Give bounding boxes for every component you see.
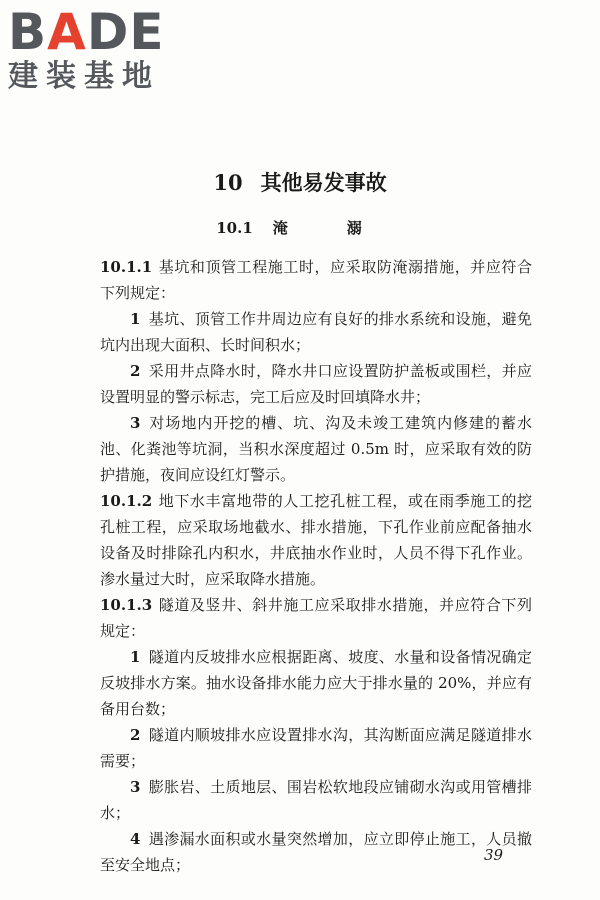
section-name: 淹 溺 bbox=[272, 219, 384, 237]
clause-list bbox=[100, 254, 532, 878]
chapter-title bbox=[0, 167, 600, 197]
item-2: 2 采用井点降水时，降水井口应设置防护盖板或围栏，并应设置明显的警示标志，完工后应及时回填降水井； bbox=[100, 362, 532, 406]
item-1: 1 隧道内反坡排水应根据距离、坡度、水量和设备情况确定反坡排水方案。抽水设备排水能力应大于排水量的 20%，并应有备用台数； bbox=[100, 648, 532, 718]
item-3: 3 膨胀岩、土质地层、围岩松软地段应铺砌水沟或用管槽排水； bbox=[100, 778, 532, 822]
item-3: 3 对场地内开挖的槽、坑、沟及未竣工建筑内修建的蓄水池、化粪池等坑洞，当积水深度超过 0.5m 时，应采取有效的防护措施，夜间应设红灯警示。 bbox=[100, 414, 532, 484]
section-title bbox=[0, 217, 600, 238]
logo-brand: BADE bbox=[8, 3, 165, 61]
clause-10-1-1: 10.1.1 基坑和顶管工程施工时，应采取防淹溺措施，并应符合下列规定： bbox=[100, 258, 532, 302]
item-2: 2 隧道内顺坡排水应设置排水沟，其沟断面应满足隧道排水需要； bbox=[100, 726, 532, 770]
logo bbox=[8, 3, 178, 94]
section-number: 10.1 bbox=[216, 219, 253, 237]
logo-subtitle: 建装基地 bbox=[8, 59, 160, 94]
chapter-number: 10 bbox=[213, 170, 243, 195]
page-number: 39 bbox=[484, 846, 504, 864]
clause-10-1-3: 10.1.3 隧道及竖井、斜井施工应采取排水措施，并应符合下列规定： bbox=[100, 596, 532, 640]
chapter-name: 其他易发事故 bbox=[260, 170, 387, 195]
item-1: 1 基坑、顶管工作井周边应有良好的排水系统和设施，避免坑内出现大面积、长时间积水； bbox=[100, 310, 532, 354]
item-4: 4 遇渗漏水面积或水量突然增加，应立即停止施工，人员撤至安全地点； bbox=[100, 830, 532, 874]
clause-10-1-2: 10.1.2 地下水丰富地带的人工挖孔桩工程，或在雨季施工的挖孔桩工程，应采取场地截水、排水措施，下孔作业前应配备抽水设备及时排除孔内积水，井底抽水作业时，人员不得下孔作业。渗水量过大时，应采取降水措施。 bbox=[100, 492, 532, 588]
